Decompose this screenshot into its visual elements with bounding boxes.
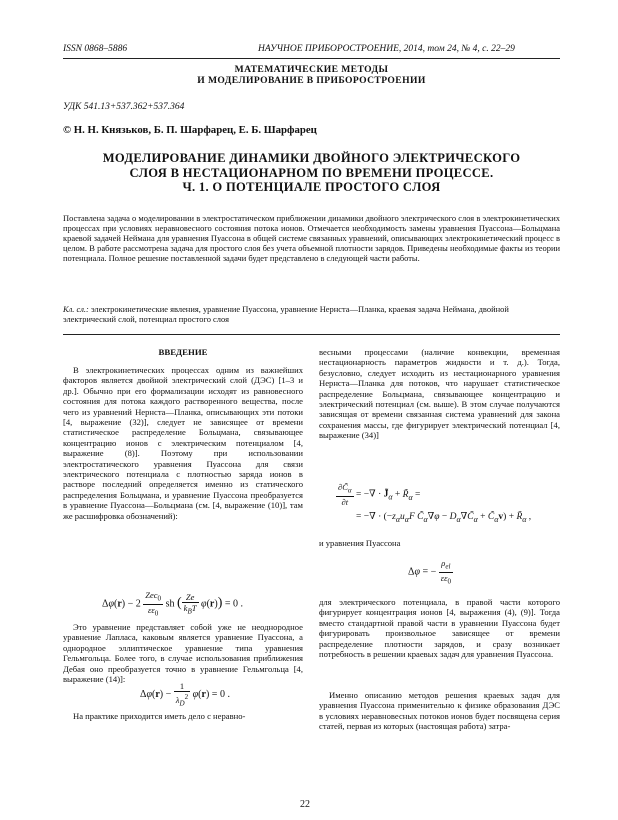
equation-poisson: Δφ = − $\frac{\rho_{el}}{\varepsilon\varepsilon_0}$ — [408, 558, 452, 586]
left-col-p1 — [63, 365, 303, 521]
journal-issn: ISSN 0868–5886 — [63, 44, 128, 54]
journal-citation: НАУЧНОЕ ПРИБОРОСТРОЕНИЕ, 2014, том 24, № 4, с. 22–29 — [258, 44, 515, 54]
paper-title — [63, 151, 560, 195]
left-paragraph-1: В электрокинетических процессах одним из важнейших факторов является двойной электрический слой (ДЭС) [1–3 и др.]. Обычно при его формализации исходят из равновесного состояния для потока каждого растворенного вещества, после чего из уравнений Нернста—Планка, описывающих эти потоки [4, выражение (32)], следует не зависящее от времени статистическое распределение Больцмана, связывающее концентрацию ионов с электрическим потенциалом [4, выражение (8)]. Поэтому при использовании электростатического уравнения Пуассона для связи электрического потенциала с плотностью заряда ионов в растворе последний определяется именно из статического распределения Больцмана, и уравнение Пуассона преобразуется в уравнение Пуассона—Больцмана (см. [4, выражение (10)], там же расшифровка обозначений): — [63, 365, 303, 521]
title-line-2: СЛОЯ В НЕСТАЦИОНАРНОМ ПО ВРЕМЕНИ ПРОЦЕССЕ. — [129, 165, 494, 180]
keywords-text: электрокинетические явления, уравнение Пуассона, уравнение Нернста—Планка, краевая задача Неймана, двойной электрический слой, потенциал простого слоя — [63, 304, 509, 325]
udc-code: УДК 541.13+537.362+537.364 — [63, 102, 185, 112]
authors: © Н. Н. Князьков, Б. П. Шарфарец, Е. Б. Шарфарец — [63, 124, 317, 136]
keywords-label: Кл. сл.: — [63, 304, 89, 314]
section-line-1: МАТЕМАТИЧЕСКИЕ МЕТОДЫ — [234, 64, 389, 75]
title-line-3: Ч. 1. О ПОТЕНЦИАЛЕ ПРОСТОГО СЛОЯ — [182, 180, 441, 194]
intro-heading: ВВЕДЕНИЕ — [158, 347, 208, 357]
right-paragraph-1: весными процессами (наличие конвекции, временная нестационарность параметров жидкости и т. д.). Тогда, безусловно, следует исходить из нестационарного уравнения Нернста—Планка для потоков, что нарушает статистическое распределение Больцмана, связывающее концентрацию и электрический потенциал (см. выше). В этом случае получаются зависящая от времени связанная система уравнений для закона сохранения массы, где фигурирует электрический потенциал [4, выражение (34)] — [319, 347, 560, 441]
header-rule — [63, 58, 560, 59]
abstract-rule — [63, 334, 560, 335]
left-col-p3 — [63, 711, 303, 721]
right-paragraph-4: Именно описанию методов решения краевых задач для уравнения Пуассона применительно к физике образования ДЭС в условиях неравновесных потоков ионов будет посвящена серия статей, первая из которых (настоящая работа) затра- — [319, 690, 560, 732]
right-col-p4 — [319, 690, 560, 732]
section-line-2: И МОДЕЛИРОВАНИЕ В ПРИБОРОСТРОЕНИИ — [197, 75, 426, 86]
title-line-1: МОДЕЛИРОВАНИЕ ДИНАМИКИ ДВОЙНОГО ЭЛЕКТРИЧЕСКОГО — [102, 151, 521, 165]
page-number: 22 — [300, 799, 310, 810]
left-paragraph-2: Это уравнение представляет собой уже не неоднородное уравнение Лапласа, каковым является уравнение Пуассона, а однородное эллиптическое уравнение типа уравнения Гельмгольца. Более того, в случае использования приближения Дебая оно преобразуется точно в уравнение Гельмгольца [4, выражение (14)]: — [63, 622, 303, 685]
left-paragraph-3: На практике приходится иметь дело с неравно- — [73, 711, 246, 721]
right-col-p2 — [319, 538, 560, 548]
equation-helmholtz: Δφ(r) − $\frac{1}{\lambda_D^2}$ φ(r) = 0 . — [140, 681, 230, 708]
right-paragraph-3: для электрического потенциала, в правой части которого фигурирует концентрация ионов [4, выражения (4), (9)]. Тогда вместо стандартной правой части в уравнении Пуассона будет фигурировать произвольное зависящее от времени распределение плотности зарядов, и сразу возникает потребность в решении краевых задач для уравнения Пуассона. — [319, 597, 560, 660]
abstract: Поставлена задача о моделировании в электростатическом приближении динамики двойного электрического слоя в электрокинетических процессах при условиях неравновесного состояния потока ионов. Отмечается необходимость замены уравнения Пуассона—Больцмана краевой задачей Неймана для уравнения Пуассона в общей системе связанных уравнений, описывающих электрокинетический процесс в целом. В работе рассмотрена задача для простого слоя без учета объемной плотности зарядов. Приведены необходимые факты из теории потенциала. Полное решение поставленной задачи будет представлено в следующей части работы. — [63, 213, 560, 264]
right-col-p3 — [319, 597, 560, 659]
equation-poisson-boltzmann: Δφ(r) − 2 $\frac{Zec_0}{\varepsilon\varepsilon_0}$ sh ( $\frac{Ze}{k_BT}$ φ(r)) = 0 . — [102, 590, 244, 618]
left-col-p2 — [63, 622, 303, 684]
right-col-p1 — [319, 347, 560, 441]
keywords — [63, 304, 560, 324]
section-heading — [63, 64, 560, 86]
equation-mass-conservation: $\frac{\partial C̃_\alpha}{\partial t}$ = −∇ · $J̃_\alpha$ + $R̃_\alpha$ = = −∇ · ($-z_\alpha u_\alpha F$ $C̃_\alpha\nabla\varphi$ − $D_\alpha\nabla C̃_\alpha$ + $C̃_\alpha v$) + $R̃_\alpha$ , — [338, 482, 532, 524]
right-paragraph-2: и уравнения Пуассона — [319, 538, 401, 548]
